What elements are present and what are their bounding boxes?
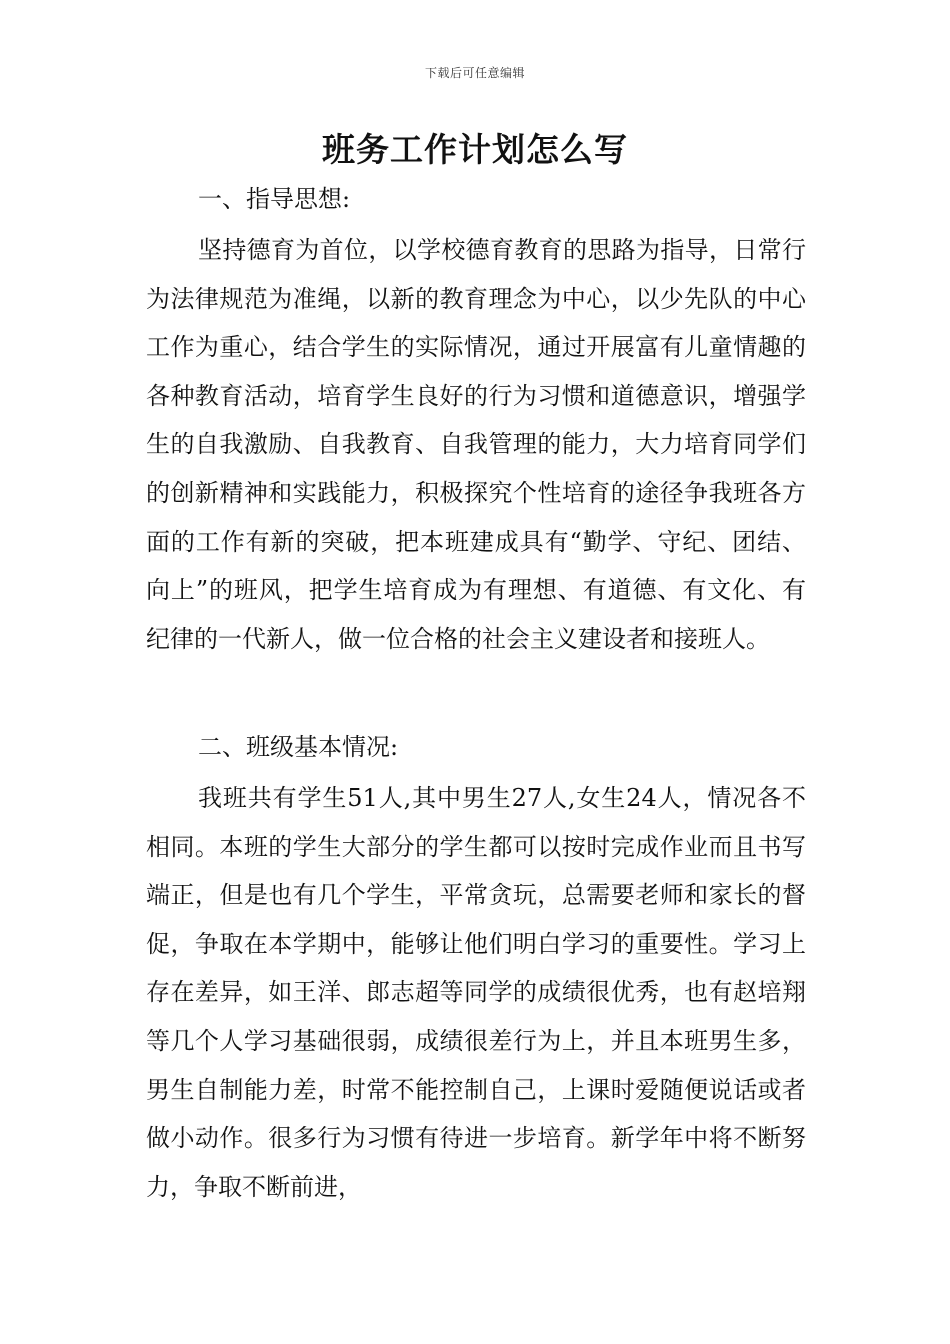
section-heading-guiding-ideology: 一、指导思想: <box>198 185 351 213</box>
paragraph-guiding-ideology: 坚持德育为首位，以学校德育教育的思路为指导，日常行为法律规范为准绳，以新的教育理念为中心，以少先队的中心工作为重心，结合学生的实际情况，通过开展富有儿童情趣的各种教育活动，培育学生良好的行为习惯和道德意识，增强学生的自我激励、自我教育、自我管理的能力，大力培育同学们的创新精神和实践能力，积极探究个性培育的途径争我班各方面的工作有新的突破，把本班建成具有“勤学、守纪、团结、向上”的班风，把学生培育成为有理想、有道德、有文化、有纪律的一代新人，做一位合格的社会主义建设者和接班人。 <box>146 236 806 653</box>
header-note: 下载后可任意编辑 <box>424 66 525 80</box>
section-heading-class-situation: 二、班级基本情况: <box>198 733 399 761</box>
paragraph-class-situation: 我班共有学生51人,其中男生27人,女生24人，情况各不相同。本班的学生大部分的学生都可以按时完成作业而且书写端正，但是也有几个学生，平常贪玩，总需要老师和家长的督促，争取在本学期中，能够让他们明白学习的重要性。学习上存在差异，如王洋、郎志超等同学的成绩很优秀，也有赵培翔等几个人学习基础很弱，成绩很差行为上，并且本班男生多，男生自制能力差，时常不能控制自己，上课时爱随便说话或者做小动作。很多行为习惯有待进一步培育。新学年中将不断努力，争取不断前进， <box>146 784 806 1201</box>
document-title: 班务工作计划怎么写 <box>322 130 628 169</box>
